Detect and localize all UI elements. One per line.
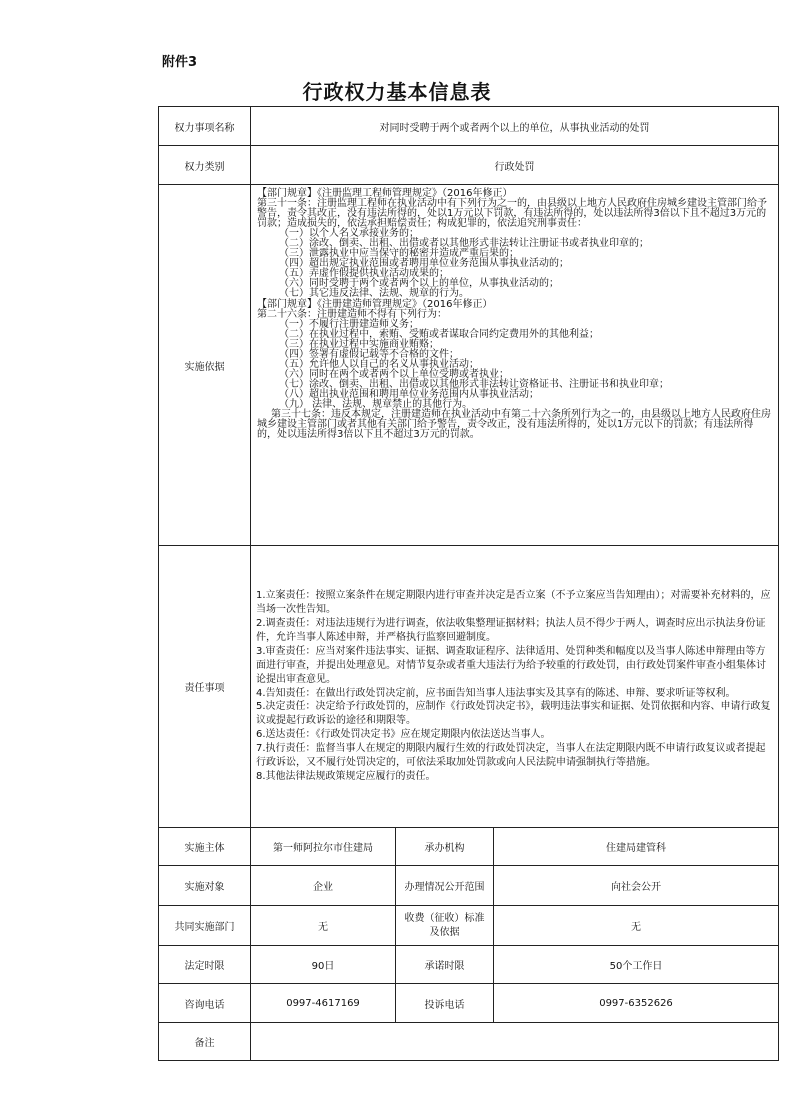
row-target (159, 866, 779, 906)
row-time (159, 946, 779, 984)
legal-time-label: 法定时限 (159, 946, 251, 984)
category-label: 权力类别 (159, 146, 251, 185)
basis-line: 【部门规章】《注册监理工程师管理规定》（2016年修正） (257, 188, 513, 199)
agency-label: 承办机构 (396, 828, 494, 866)
basis-line: 【部门规章】《注册建造师管理规定》（2016年修正） (257, 298, 493, 310)
basis-line: 第三十一条：注册监理工程师在执业活动中有下列行为之一的，由县级以上地方人民政府住房城乡建设主管部门给予警告，责令其改正，没有违法所得的，处以1万元以下罚款，有违法所得的，处以违法所得3倍以下且不超过3万元的罚款；造成损失的，依法承担赔偿责任；构成犯罪的，依法追究刑事责任： (257, 198, 767, 230)
basis-line: （七）涂改、倒卖、出租、出借或以其他形式非法转让资格证书、注册证书和执业印章； (279, 378, 669, 390)
basis-line: （七）其它违反法律、法规、规章的行为。 (279, 288, 469, 300)
joint-value: 无 (251, 906, 396, 946)
basis-line: （三）泄露执业中应当保守的秘密并造成严重后果的； (279, 248, 519, 260)
responsibility-item: 4.告知责任：在做出行政处罚决定前，应书面告知当事人违法事实及其享有的陈述、申辩、要求听证等权利。 (256, 687, 736, 699)
name-label: 权力事项名称 (159, 107, 251, 146)
complaint-phone-label: 投诉电话 (396, 984, 494, 1023)
target-value: 企业 (251, 866, 396, 906)
basis-line: （六）同时受聘于两个或者两个以上的单位，从事执业活动的； (279, 278, 559, 290)
responsibility-item: 2.调查责任：对违法违规行为进行调查，依法收集整理证据材料；执法人员不得少于两人，调查时应出示执法身份证件，允许当事人陈述申辩，并严格执行监察回避制度。 (256, 617, 766, 643)
disclosure-label: 办理情况公开范围 (396, 866, 494, 906)
remark-label: 备注 (159, 1023, 251, 1061)
responsibility-item: 5.决定责任：决定给予行政处罚的，应制作《行政处罚决定书》，载明违法事实和证据、处罚依据和内容、申请行政复议或提起行政诉讼的途径和期限等。 (256, 701, 771, 727)
basis-line: （四）超出规定执业范围或者聘用单位业务范围从事执业活动的； (279, 258, 569, 270)
basis-line: （六）同时在两个或者两个以上单位受聘或者执业； (279, 368, 509, 380)
page-title: 行政权力基本信息表 (302, 80, 492, 104)
legal-time-value: 90日 (251, 946, 396, 984)
promise-time-label: 承诺时限 (396, 946, 494, 984)
row-basis (159, 185, 779, 546)
row-name (159, 107, 779, 146)
basis-label: 实施依据 (159, 185, 251, 546)
row-subject (159, 828, 779, 866)
subject-value: 第一师阿拉尔市住建局 (251, 828, 396, 866)
basis-line: （四）签署有虚假记载等不合格的文件； (279, 348, 459, 360)
responsibility-label: 责任事项 (159, 546, 251, 828)
agency-value: 住建局建管科 (494, 828, 779, 866)
basis-line: （五）弄虚作假提供执业活动成果的； (279, 268, 449, 280)
responsibility-item: 7.执行责任：监督当事人在规定的期限内履行生效的行政处罚决定，当事人在法定期限内既不申请行政复议或者提起行政诉讼，又不履行处罚决定的，可依法采取加处罚款或向人民法院申请强制执行等措施。 (256, 743, 766, 769)
disclosure-value: 向社会公开 (494, 866, 779, 906)
responsibility-item: 1.立案责任：按照立案条件在规定期限内进行审查并决定是否立案（不予立案应当告知理由）；对需要补充材料的，应当场一次性告知。 (256, 590, 771, 616)
basis-line: 第三十七条：违反本规定，注册建造师在执业活动中有第二十六条所列行为之一的，由县级以上地方人民政府住房城乡建设主管部门或者其他有关部门给予警告，责令改正，没有违法所得的，处以1万元以下的罚款；有违法所得的，处以违法所得3倍以下且不超过3万元的罚款。 (257, 409, 771, 441)
info-table (158, 106, 779, 1061)
row-responsibility (159, 546, 779, 828)
responsibility-content (251, 546, 779, 828)
promise-time-value: 50个工作日 (494, 946, 779, 984)
basis-line: （一）不履行注册建造师义务； (279, 318, 419, 330)
basis-line: （五）允许他人以自己的名义从事执业活动； (279, 358, 479, 370)
name-value: 对同时受聘于两个或者两个以上的单位，从事执业活动的处罚 (251, 107, 779, 146)
remark-value (251, 1023, 779, 1061)
basis-line: （二）在执业过程中，索贿、受贿或者谋取合同约定费用外的其他利益； (279, 328, 599, 340)
row-phone (159, 984, 779, 1023)
attachment-label: 附件3 (162, 55, 198, 70)
basis-line: 第二十六条：注册建造师不得有下列行为： (257, 308, 447, 320)
responsibility-item: 8.其他法律法规政策规定应履行的责任。 (256, 770, 436, 782)
basis-line: （三）在执业过程中实施商业贿赂； (279, 338, 439, 350)
subject-label: 实施主体 (159, 828, 251, 866)
consult-phone-value: 0997-4617169 (251, 984, 396, 1023)
category-value: 行政处罚 (251, 146, 779, 185)
target-label: 实施对象 (159, 866, 251, 906)
consult-phone-label: 咨询电话 (159, 984, 251, 1023)
row-joint (159, 906, 779, 946)
fee-value: 无 (494, 906, 779, 946)
fee-label: 收费（征收）标准及依据 (396, 906, 494, 946)
row-remark (159, 1023, 779, 1061)
basis-line: （一）以个人名义承接业务的； (279, 228, 419, 240)
basis-line: （二）涂改、倒卖、出租、出借或者以其他形式非法转让注册证书或者执业印章的； (279, 238, 649, 250)
basis-line: （九） 法律、法规、规章禁止的其他行为。 (279, 398, 473, 410)
joint-label: 共同实施部门 (159, 906, 251, 946)
basis-content (251, 185, 779, 546)
complaint-phone-value: 0997-6352626 (494, 984, 779, 1023)
basis-line: （八）超出执业范围和聘用单位业务范围内从事执业活动； (279, 388, 539, 400)
row-category (159, 146, 779, 185)
responsibility-item: 6.送达责任：《行政处罚决定书》应在规定期限内依法送达当事人。 (256, 729, 551, 741)
responsibility-item: 3.审查责任：应当对案件违法事实、证据、调查取证程序、法律适用、处罚种类和幅度以及当事人陈述申辩理由等方面进行审查，并提出处理意见。对情节复杂或者重大违法行为给予较重的行政处罚，由行政处罚案件审查小组集体讨论提出审查意见。 (256, 645, 766, 685)
